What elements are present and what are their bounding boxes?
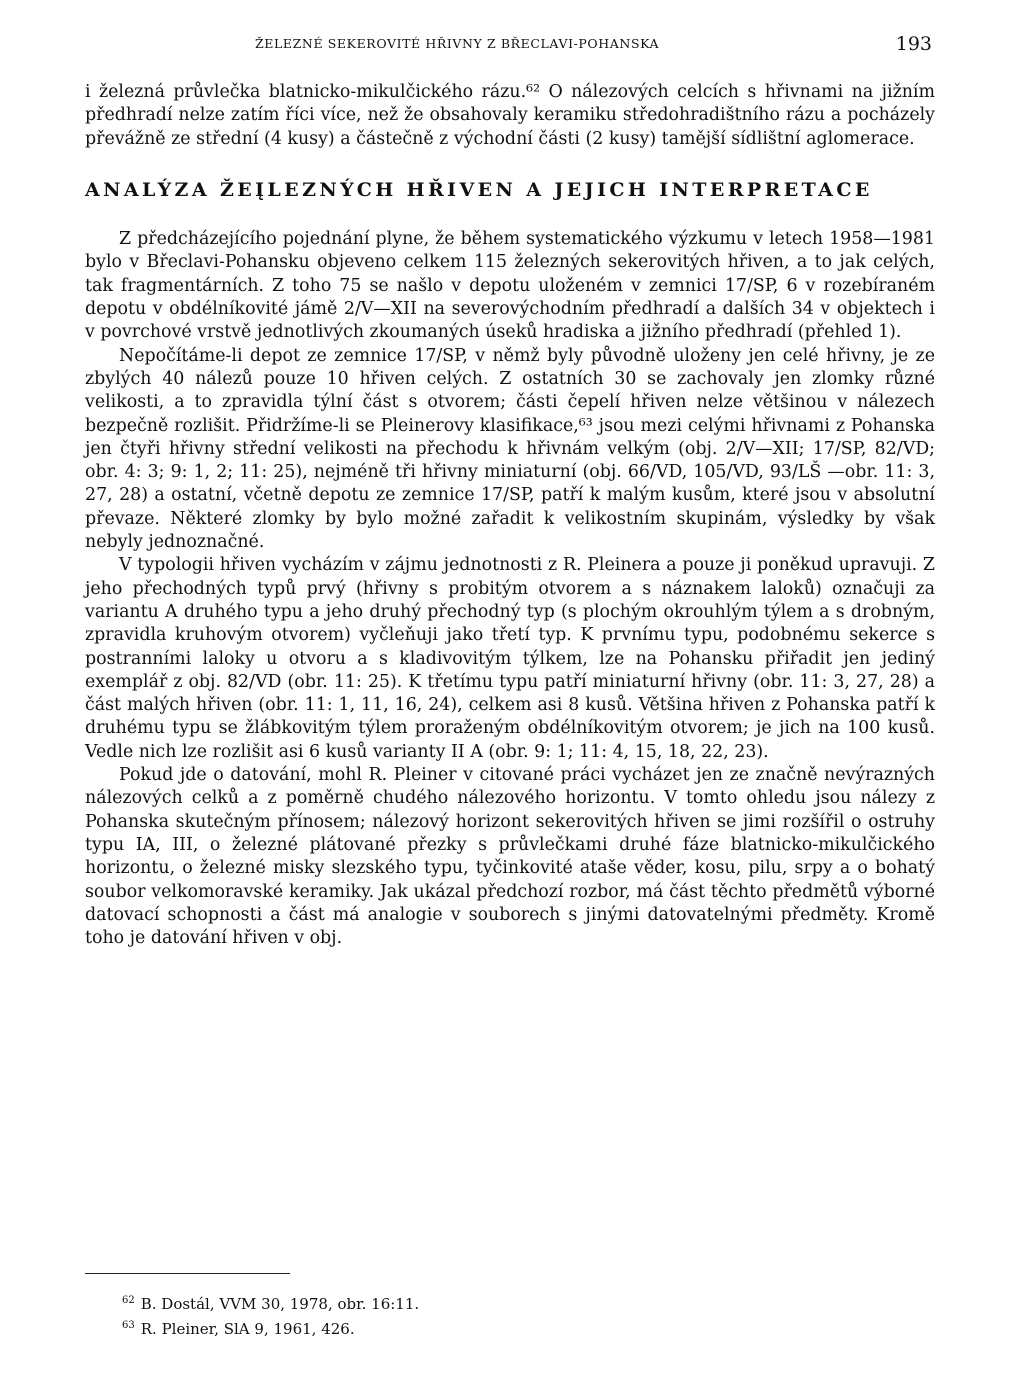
paragraph: V typologii hřiven vycházím v zájmu jednotnosti z R. Pleinera a pouze ji poněkud upravuji. Z jeho přechodných typů prvý (hřivny s probitým otvorem a s náznakem laloků) označuji za variantu A druhého typu a jeho druhý přechodný typ (s plochým okrouhlým týlem a s drobným, zpravidla kruhovým otvorem) vyčleňuji jako třetí typ. K prvnímu typu, podobnému sekerce s postranními laloky u otvoru a s kladivovitým týlkem, lze na Pohansku přiřadit jen jediný exemplář z obj. 82/VD (obr. 11: 25). K třetímu typu patří miniaturní hřivny (obr. 11: 3, 27, 28) a část malých hřiven (obr. 11: 1, 11, 16, 24), celkem asi 8 kusů. Většina hřiven z Pohanska patří k druhému typu se žlábkovitým týlem proraženým obdélníkovitým otvorem; je jich na 100 kusů. Vedle nich lze rozlišit asi 6 kusů varianty II A (obr. 9: 1; 11: 4, 15, 18, 22, 23).: [85, 555, 935, 762]
paragraph: Nepočítáme-li depot ze zemnice 17/SP, v němž byly původně uloženy jen celé hřivny, je ze zbylých 40 nálezů pouze 10 hřiven celých. Z ostatních 30 se zachovaly jen zlomky různé velikosti, a to zpravidla týlní část s otvorem; části čepelí hřiven nelze většinou v nálezech bezpečně rozlišit. Přidržíme-li se Pleinerovy klasifikace,⁶³ jsou mezi celými hřivnami z Pohanska jen čtyři hřivny střední velikosti na přechodu k hřivnám velkým (obj. 2/V—XII; 17/SP, 82/VD; obr. 4: 3; 9: 1, 2; 11: 25), nejméně tři hřivny miniaturní (obj. 66/VD, 105/VD, 93/LŠ —obr. 11: 3, 27, 28) a ostatní, včetně depotu ze zemnice 17/SP, patří k malým kusům, které jsou v absolutní převaze. Některé zlomky by bylo možné zařadit k velikostním skupinám, výsledky by však nebyly jednoznačné.: [85, 345, 935, 553]
page-number: 193: [895, 33, 932, 55]
footnote: [122, 1315, 722, 1340]
paragraph: Z předcházejícího pojednání plyne, že během systematického výzkumu v letech 1958—1981 bylo v Břeclavi-Pohansku objeveno celkem 115 železných sekerovitých hřiven, a to jak celých, tak fragmentárních. Z toho 75 se našlo v depotu uloženém v zemnici 17/SP, 6 v rozebíraném depotu v obdélníkovité jámě 2/V—XII na severovýchodním předhradí a dalších 34 v objektech i v povrchové vrstvě jednotlivých zkoumaných úseků hradiska a jižního předhradí (přehled 1).: [85, 229, 935, 343]
paragraph: Pokud jde o datování, mohl R. Pleiner v citované práci vycházet jen ze značně nevýrazných nálezových celků a z poměrně chudého nálezového horizontu. V tomto ohledu jsou nálezy z Pohanska skutečným přínosem; nálezový horizont sekerovitých hřiven se jimi rozšířil o ostruhy typu IA, III, o železné plátované přezky s průvlečkami druhé fáze blatnicko-mikulčického horizontu, o železné misky slezského typu, tyčinkovité atašе věder, kosu, pilu, srpy a o bohatý soubor velkomoravské keramiky. Jak ukázal předchozí rozbor, má část těchto předmětů výborné datovací schopnosti a část má analogie v souborech s jinými datovatelnými předměty. Kromě toho je datování hřiven v obj.: [85, 765, 935, 949]
footnote-mark: 63: [122, 1320, 135, 1331]
article-body: [85, 81, 935, 950]
footnote-text: B. Dostál, VVM 30, 1978, obr. 16:11.: [140, 1295, 420, 1313]
footnotes: [122, 1290, 722, 1340]
running-head: [0, 33, 1024, 58]
footnote-text: R. Pleiner, SlA 9, 1961, 426.: [140, 1320, 355, 1338]
paragraph-continued: i železná průvlečka blatnicko-mikulčického rázu.⁶² O nálezových celcích s hřivnami na jižním předhradí nelze zatím říci více, než že obsahovaly keramiku středohradištního rázu a pocházely převážně ze střední (4 kusy) a částečně z východní části (2 kusy) tamější sídlištní aglomerace.: [85, 82, 935, 149]
section-heading: ANALÝZA ŽEĮLEZNÝCH HŘIVEN A JEJICH INTERPRETACE: [85, 178, 873, 201]
footnote: [122, 1290, 722, 1315]
running-title: ŽELEZNÉ SEKEROVITÉ HŘIVNY Z BŘECLAVI-POHANSKA: [255, 36, 660, 51]
footnote-mark: 62: [122, 1295, 135, 1306]
footnote-divider: [85, 1273, 290, 1274]
